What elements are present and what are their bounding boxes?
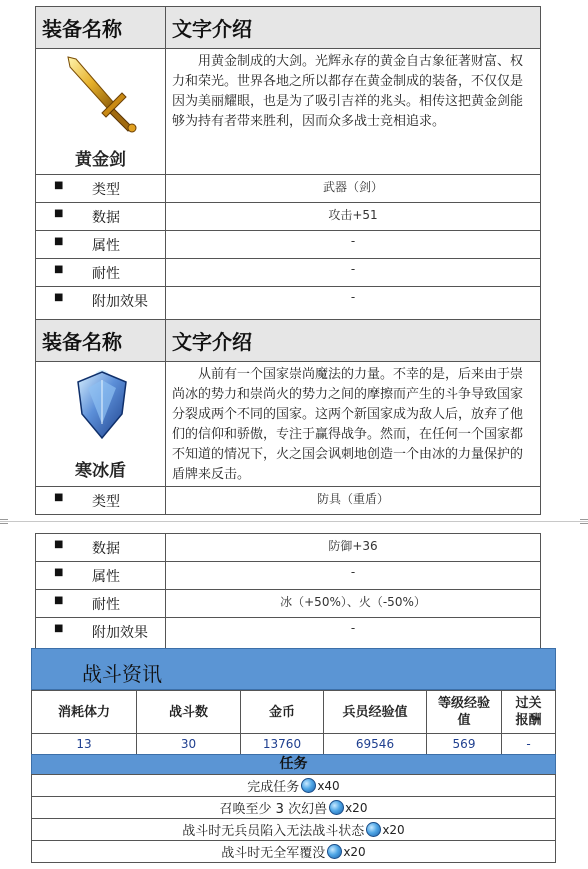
clear-reward-header: 过关报酬 [501,690,556,734]
attr-row-value: - [165,258,541,287]
clear-reward-value: - [501,733,556,755]
mission-text: 召唤至少 3 次幻兽 [219,802,328,817]
attr-row-value: - [165,230,541,259]
attr-row-label: ■ 类型 [35,486,166,515]
attr-row-label: ■ 附加效果 [35,286,166,320]
page-break-marker-right [580,519,588,524]
item-description: 从前有一个国家崇尚魔法的力量。不幸的是，后来由于崇尚冰的势力和崇尚火的势力之间的摩擦而产生的斗争导致国家分裂成两个不同的国家。这两个新国家成为敌人后，放弃了他们的信仰和骄傲，专注于赢得战争。然而，在任何一个国家都不知道的情况下，火之国会讽刺地创造一个由冰的力量保护的盾牌来反击。 [165,361,541,487]
gold-value: 13760 [240,733,324,755]
equip-name-header: 装备名称 [35,319,166,362]
attr-row-value: 攻击+51 [165,202,541,231]
soldier-exp-value: 69546 [323,733,427,755]
attr-row-value: - [165,561,541,590]
stamina-cost-value: 13 [31,733,137,755]
gold-header: 金币 [240,690,324,734]
mission-text: 战斗时无全军覆没 [221,846,326,861]
battle-count-value: 30 [136,733,241,755]
crystal-gem-icon [301,778,316,793]
attr-row-value: 武器（剑） [165,174,541,203]
attr-row-value: 防御+36 [165,533,541,562]
attr-row-label: ■ 数据 [35,202,166,231]
mission-reward: x20 [382,822,405,837]
crystal-gem-icon [366,822,381,837]
attr-row-label: ■ 耐性 [35,589,166,618]
mission-reward: x40 [317,778,340,793]
mission-row [31,774,556,797]
soldier-exp-header: 兵员经验值 [323,690,427,734]
ice-shield-icon [72,368,132,442]
item-image-cell [35,48,166,175]
crystal-gem-icon [329,800,344,815]
attr-row-label: ■ 类型 [35,174,166,203]
description-header: 文字介绍 [165,6,541,49]
battle-info-title-bar [31,648,556,690]
attr-row-value: 防具（重盾） [165,486,541,515]
attr-row-value: - [165,286,541,320]
battle-count-header: 战斗数 [136,690,241,734]
attr-row-label: ■ 属性 [35,230,166,259]
attr-row-value: - [165,617,541,649]
page-break-marker-left [0,519,8,524]
mission-text: 战斗时无兵员陷入无法战斗状态 [182,824,365,839]
stamina-cost-header: 消耗体力 [31,690,137,734]
attr-row-label: ■ 属性 [35,561,166,590]
mission-text: 完成任务 [247,780,300,795]
mission-reward: x20 [343,844,366,859]
description-header: 文字介绍 [165,319,541,362]
attr-row-value: 冰（+50%）、火（-50%） [165,589,541,618]
mission-row [31,796,556,819]
level-exp-header: 等级经验值 [426,690,502,734]
attr-row-label: ■ 数据 [35,533,166,562]
page-break-line [0,521,588,522]
level-exp-value: 569 [426,733,502,755]
item-image-cell [35,361,166,487]
golden-sword-icon [62,53,142,133]
crystal-gem-icon [327,844,342,859]
battle-info-title: 战斗资讯 [82,662,162,686]
item-name: 寒冰盾 [75,461,126,481]
mission-row [31,840,556,863]
mission-title-bar: 任务 [31,754,556,775]
attr-row-label: ■ 附加效果 [35,617,166,649]
item-description: 用黄金制成的大剑。光辉永存的黄金自古象征著财富、权力和荣光。世界各地之所以都存在黄金制成的装备，不仅仅是因为美丽耀眼，也是为了吸引吉祥的兆头。相传这把黄金剑能够为持有者带来胜利，因而众多战士竞相追求。 [165,48,541,175]
mission-reward: x20 [345,800,368,815]
attr-row-label: ■ 耐性 [35,258,166,287]
equip-name-header: 装备名称 [35,6,166,49]
mission-row [31,818,556,841]
item-name: 黄金剑 [75,150,126,170]
